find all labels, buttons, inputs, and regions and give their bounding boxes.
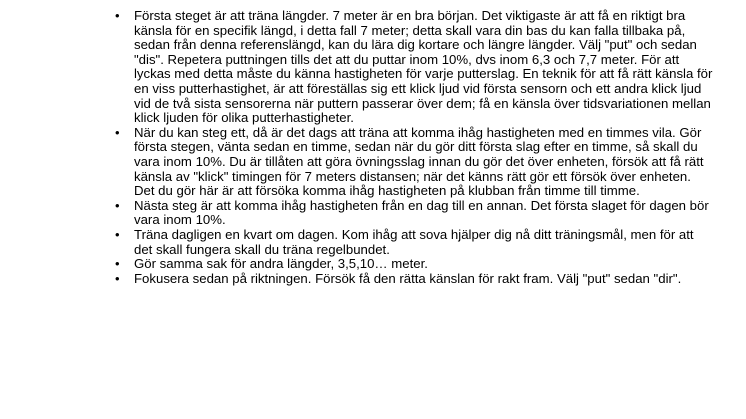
list-item-text: Fokusera sedan på riktningen. Försök få den rätta känslan för rakt fram. Välj "put" sedan "dir". xyxy=(134,270,682,286)
list-item xyxy=(115,228,715,257)
list-item-text: När du kan steg ett, då är det dags att träna att komma ihåg hastigheten med en timmes vila. Gör första stegen, vänta sedan en timme, sedan när du gör ditt första slag efter en timme, så skall du vara inom 10%. Du är tillåten att göra övningsslag innan du gör det över enheten, försök att få rätt känsla av "klick" timingen för 7 meters distansen; när det känns rätt gör ett försök över enheten. Det du gör här är att försöka komma ihåg hastigheten på klubban från timme till timme. xyxy=(134,124,704,199)
list-item xyxy=(115,272,715,287)
bullet-icon: • xyxy=(115,270,120,286)
bullet-icon: • xyxy=(115,226,120,242)
list-item-text: Nästa steg är att komma ihåg hastigheten från en dag till en annan. Det första slaget för dagen bör vara inom 10%. xyxy=(134,197,709,228)
list-item xyxy=(115,9,715,126)
bullet-icon: • xyxy=(115,124,120,140)
list-item-text: Gör samma sak för andra längder, 3,5,10… meter. xyxy=(134,256,428,272)
instruction-list xyxy=(115,9,715,286)
bullet-icon: • xyxy=(115,8,120,23)
bullet-icon: • xyxy=(115,197,120,213)
bullet-icon: • xyxy=(115,256,120,272)
list-item-text: Träna dagligen en kvart om dagen. Kom ihåg att sova hjälper dig nå ditt träningsmål, men för att det skall fungera skall du träna regelbundet. xyxy=(134,226,694,257)
list-item xyxy=(115,126,715,199)
list-item xyxy=(115,257,715,272)
list-item-text: Första steget är att träna längder. 7 meter är en bra början. Det viktigaste är att få en riktigt bra känsla för en specifik längd, i detta fall 7 meter; detta skall vara din bas du kan falla tillbaka på, sedan från denna referenslängd, kan du lära dig kortare och längre längder. Välj "put" och sedan "dis". Repetera puttningen tills det att du puttar inom 10%, dvs inom 6,3 och 7,7 meter. För att lyckas med detta måste du känna hastigheten för varje putterslag. En teknik för att få rätt känsla för en viss putterhastighet, är att föreställas sig ett klick ljud vid första sensorn och ett andra klick ljud vid de två sista sensorerna när puttern passerar över dem; få en känsla över tidsvariationen mellan klick ljuden för olika putterhastigheter. xyxy=(134,8,713,126)
list-item xyxy=(115,199,715,228)
